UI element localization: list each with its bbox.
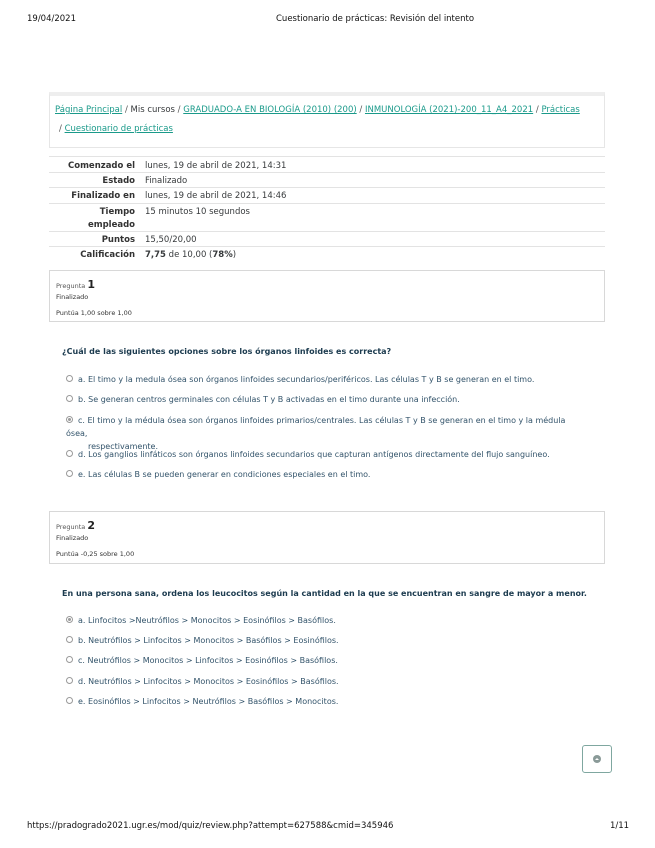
question-2-option-e[interactable]: e. Eosinófilos > Linfocitos > Neutrófilos > Basófilos > Monocitos.: [66, 695, 586, 708]
question-1-score: Puntúa 1,00 sobre 1,00: [56, 309, 132, 317]
radio-icon[interactable]: [66, 677, 73, 684]
question-2-option-d[interactable]: d. Neutrófilos > Linfocitos > Monocitos > Eosinófilos > Basófilos.: [66, 675, 586, 688]
question-2-option-c[interactable]: c. Neutrófilos > Monocitos > Linfocitos > Eosinófilos > Basófilos.: [66, 654, 586, 667]
radio-icon[interactable]: [66, 697, 73, 704]
question-1-info: Pregunta 1 Finalizado Puntúa 1,00 sobre 1,00: [49, 270, 605, 322]
question-2-score: Puntúa -0,25 sobre 1,00: [56, 550, 135, 558]
question-1-state: Finalizado: [56, 293, 89, 301]
question-2-info: Pregunta 2 Finalizado Puntúa -0,25 sobre 1,00: [49, 511, 605, 564]
breadcrumb-home-link[interactable]: Página Principal: [55, 105, 123, 115]
radio-icon[interactable]: [66, 636, 73, 643]
breadcrumb-my-courses: Mis cursos: [130, 105, 175, 115]
summary-row-time-taken: Tiempo empleado 15 minutos 10 segundos: [49, 203, 605, 232]
print-page-number: 1/11: [610, 821, 630, 831]
question-1-option-e[interactable]: e. Las células B se pueden generar en condiciones especiales en el timo.: [66, 468, 586, 481]
radio-icon[interactable]: [66, 656, 73, 663]
question-1-text: ¿Cuál de las siguientes opciones sobre los órganos linfoides es correcta?: [62, 347, 392, 356]
question-1-option-a[interactable]: a. El timo y la medula ósea son órganos linfoides secundarios/periféricos. Las células T y B se generan en el timo.: [66, 373, 586, 386]
breadcrumb-degree-link[interactable]: GRADUADO-A EN BIOLOGÍA (2010) (200): [183, 105, 357, 115]
question-1-option-b[interactable]: b. Se generan centros germinales con células T y B activadas en el timo durante una infección.: [66, 393, 586, 406]
radio-icon[interactable]: [66, 375, 73, 382]
breadcrumb-section-link[interactable]: Prácticas: [541, 105, 580, 115]
question-1-option-d[interactable]: d. Los ganglios linfáticos son órganos linfoides secundarios que capturan antígenos directamente del flujo sanguíneo.: [66, 448, 586, 461]
question-2-option-b[interactable]: b. Neutrófilos > Linfocitos > Monocitos > Basófilos > Eosinófilos.: [66, 634, 586, 647]
summary-row-state: Estado Finalizado: [49, 172, 605, 188]
print-title: Cuestionario de prácticas: Revisión del intento: [276, 14, 475, 24]
question-2-text: En una persona sana, ordena los leucocitos según la cantidad en la que se encuentran en sangre de mayor a menor.: [62, 589, 587, 598]
summary-row-started: Comenzado el lunes, 19 de abril de 2021, 14:31: [49, 156, 605, 173]
radio-icon[interactable]: [66, 450, 73, 457]
radio-selected-icon[interactable]: [66, 416, 73, 423]
grade-value: 7,75: [145, 250, 166, 260]
print-date: 19/04/2021: [27, 14, 76, 24]
breadcrumb-quiz-link[interactable]: Cuestionario de prácticas: [64, 124, 173, 134]
question-2-option-a[interactable]: a. Linfocitos >Neutrófilos > Monocitos > Eosinófilos > Basófilos.: [66, 614, 586, 627]
grade-percent: 78%: [212, 250, 233, 260]
arrow-up-circle-icon: [593, 755, 601, 763]
summary-row-finished: Finalizado en lunes, 19 de abril de 2021, 14:46: [49, 187, 605, 204]
back-to-top-button[interactable]: [582, 745, 612, 773]
question-1-number: 1: [87, 278, 95, 291]
radio-selected-icon[interactable]: [66, 616, 73, 623]
radio-icon[interactable]: [66, 470, 73, 477]
summary-row-grade: Calificación 7,75 de 10,00 (78%): [49, 246, 605, 263]
breadcrumb: Página Principal / Mis cursos / GRADUADO-A EN BIOLOGÍA (2010) (200) / INMUNOLOGÍA (2021)-200_11_A4_2021 / Prácticas / Cuestionario de prácticas: [49, 92, 605, 148]
breadcrumb-course-link[interactable]: INMUNOLOGÍA (2021)-200_11_A4_2021: [364, 105, 534, 115]
question-2-state: Finalizado: [56, 534, 89, 542]
summary-row-points: Puntos 15,50/20,00: [49, 231, 605, 247]
radio-icon[interactable]: [66, 395, 73, 402]
question-2-number: 2: [87, 519, 95, 532]
print-url: https://pradogrado2021.ugr.es/mod/quiz/review.php?attempt=627588&cmid=345946: [27, 821, 394, 831]
question-1-option-c[interactable]: c. El timo y la médula ósea son órganos linfoides primarios/centrales. Las células T y B se generan en el timo y la médula ósea, respectivamente.: [66, 416, 566, 451]
